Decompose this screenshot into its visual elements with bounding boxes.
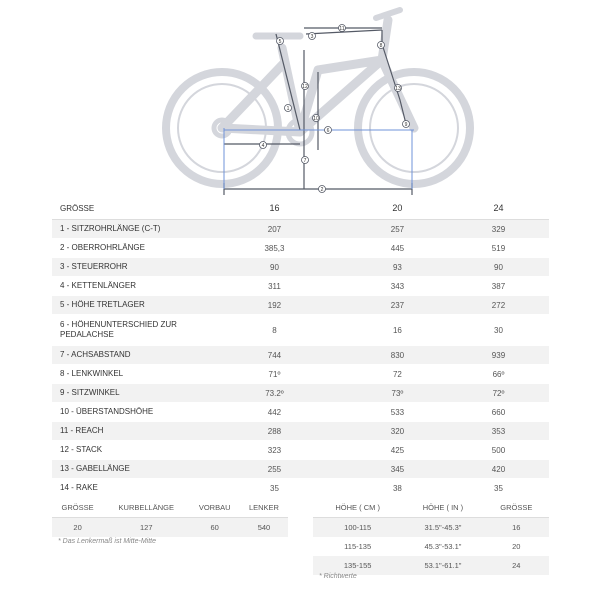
row-label: 12 - STACK: [52, 441, 202, 460]
cell-value: 540: [240, 518, 288, 538]
cell-value: 329: [448, 220, 549, 239]
marker-6-label: 6: [326, 128, 330, 134]
cell-value: 192: [202, 296, 347, 315]
cell-value: 71º: [202, 365, 347, 384]
table-row: [52, 384, 549, 403]
cell-value: 31.5"-45.3": [402, 518, 483, 538]
cell-value: 288: [202, 422, 347, 441]
sizing-header: GRÖSSE: [484, 497, 549, 518]
cell-value: 100-115: [313, 518, 402, 538]
cell-value: 353: [448, 422, 549, 441]
geometry-header-row: [52, 197, 549, 220]
cell-value: 35: [202, 479, 347, 498]
handlebar: [376, 10, 400, 18]
cell-value: 420: [448, 460, 549, 479]
cell-value: 45.3"-53.1": [424, 542, 462, 551]
table-row: [52, 239, 549, 258]
bike-geometry-diagram: [0, 0, 600, 200]
components-header: LENKER: [240, 497, 288, 518]
cell-value: 311: [202, 277, 347, 296]
marker-12-label: 12: [302, 84, 308, 90]
cell-value: 16: [347, 315, 448, 346]
cell-value: 425: [347, 441, 448, 460]
table-row: [52, 441, 549, 460]
cell-value: 93: [347, 258, 448, 277]
table-row: [52, 258, 549, 277]
table-row: [52, 346, 549, 365]
cell-value: 323: [202, 441, 347, 460]
cell-value: 320: [347, 422, 448, 441]
table-row: [52, 365, 549, 384]
components-header: GRÖSSE: [52, 497, 103, 518]
marker-5-label: 5: [278, 39, 282, 45]
marker-8-label: 8: [379, 43, 383, 49]
marker-7-label: 7: [303, 158, 307, 164]
components-header: KURBELLÄNGE: [103, 497, 189, 518]
sizing-note: * Richtwerte: [319, 573, 357, 580]
sizing-header: HÖHE ( CM ): [313, 497, 402, 518]
table-row: [313, 537, 549, 556]
table-row: [52, 518, 288, 538]
geometry-table: [52, 197, 549, 498]
table-row: [52, 460, 549, 479]
cell-value: 387: [448, 277, 549, 296]
cell-value: 343: [347, 277, 448, 296]
cell-value: 660: [448, 403, 549, 422]
table-row: [52, 277, 549, 296]
row-label: 4 - KETTENLÄNGER: [52, 277, 202, 296]
cell-value: 207: [202, 220, 347, 239]
cell-value: 445: [347, 239, 448, 258]
cell-value: 38: [347, 479, 448, 498]
row-label: 1 - SITZROHRLÄNGE (C-T): [52, 220, 202, 239]
components-note: * Das Lenkermaß ist Mitte-Mitte: [58, 538, 157, 545]
cell-value: 53.1"-61.1": [402, 556, 483, 575]
table-row: [52, 296, 549, 315]
row-label: 5 - HÖHE TRETLAGER: [52, 296, 202, 315]
cell-value: 127: [103, 518, 189, 538]
row-label: 13 - GABELLÄNGE: [52, 460, 202, 479]
cell-value: 744: [202, 346, 347, 365]
cell-value: 90: [202, 258, 347, 277]
cell-value: 20: [512, 542, 521, 551]
cell-value: 257: [347, 220, 448, 239]
cell-value: 939: [448, 346, 549, 365]
cell-value: 66º: [448, 365, 549, 384]
cell-value: 35: [448, 479, 549, 498]
row-label: 14 - RAKE: [52, 479, 202, 498]
cell-value: 345: [347, 460, 448, 479]
row-label: 8 - LENKWINKEL: [52, 365, 202, 384]
components-header: VORBAU: [189, 497, 240, 518]
cell-value: 24: [484, 556, 549, 575]
cell-value: 30: [448, 315, 549, 346]
row-label: 2 - OBERROHRLÄNGE: [52, 239, 202, 258]
cell-value: 90: [448, 258, 549, 277]
marker-2-label: 2: [320, 187, 324, 193]
cell-value: 385,3: [202, 239, 347, 258]
row-label: 9 - SITZWINKEL: [52, 384, 202, 403]
cell-value: 72: [347, 365, 448, 384]
cell-value: 135-155: [313, 556, 402, 575]
table-row: [52, 403, 549, 422]
geometry-header-size-24: 24: [448, 197, 549, 220]
cell-value: 237: [347, 296, 448, 315]
row-label: 11 - REACH: [52, 422, 202, 441]
marker-10-label: 10: [313, 116, 319, 122]
row-label: 6 - HÖHENUNTERSCHIED ZUR PEDALACHSE: [52, 315, 202, 346]
cell-value: 73.2º: [202, 384, 347, 403]
geometry-header-size-20: 20: [347, 197, 448, 220]
cell-value: 8: [202, 315, 347, 346]
table-row: [52, 479, 549, 498]
table-row: [52, 220, 549, 239]
marker-1-label: 1: [286, 106, 290, 112]
table-row: [52, 422, 549, 441]
cell-value: 830: [347, 346, 448, 365]
cell-value: 533: [347, 403, 448, 422]
cell-value: 115-135: [344, 542, 372, 551]
row-label: 3 - STEUERROHR: [52, 258, 202, 277]
marker-9-label: 9: [404, 122, 408, 128]
components-table: [52, 497, 288, 537]
cell-value: 20: [52, 518, 103, 538]
sizing-header-row: [313, 497, 549, 518]
geometry-header-label: GRÖSSE: [52, 197, 202, 220]
cell-value: 72º: [448, 384, 549, 403]
row-label: 7 - ACHSABSTAND: [52, 346, 202, 365]
cell-value: 60: [189, 518, 240, 538]
sizing-header: HÖHE ( IN ): [402, 497, 483, 518]
cell-value: 500: [448, 441, 549, 460]
sizing-table: [313, 497, 549, 575]
components-header-row: [52, 497, 288, 518]
cell-value: 16: [484, 518, 549, 538]
geometry-header-size-16: 16: [202, 197, 347, 220]
cell-value: 255: [202, 460, 347, 479]
cell-value: 442: [202, 403, 347, 422]
marker-3-label: 3: [310, 34, 314, 40]
marker-13-label: 13: [395, 86, 401, 92]
cell-value: 73º: [347, 384, 448, 403]
cell-value: 519: [448, 239, 549, 258]
row-label: 10 - ÜBERSTANDSHÖHE: [52, 403, 202, 422]
cell-value: 272: [448, 296, 549, 315]
table-row: [313, 518, 549, 538]
marker-4-label: 4: [261, 143, 265, 149]
table-row: [52, 315, 549, 346]
marker-11-label: 11: [339, 26, 345, 32]
